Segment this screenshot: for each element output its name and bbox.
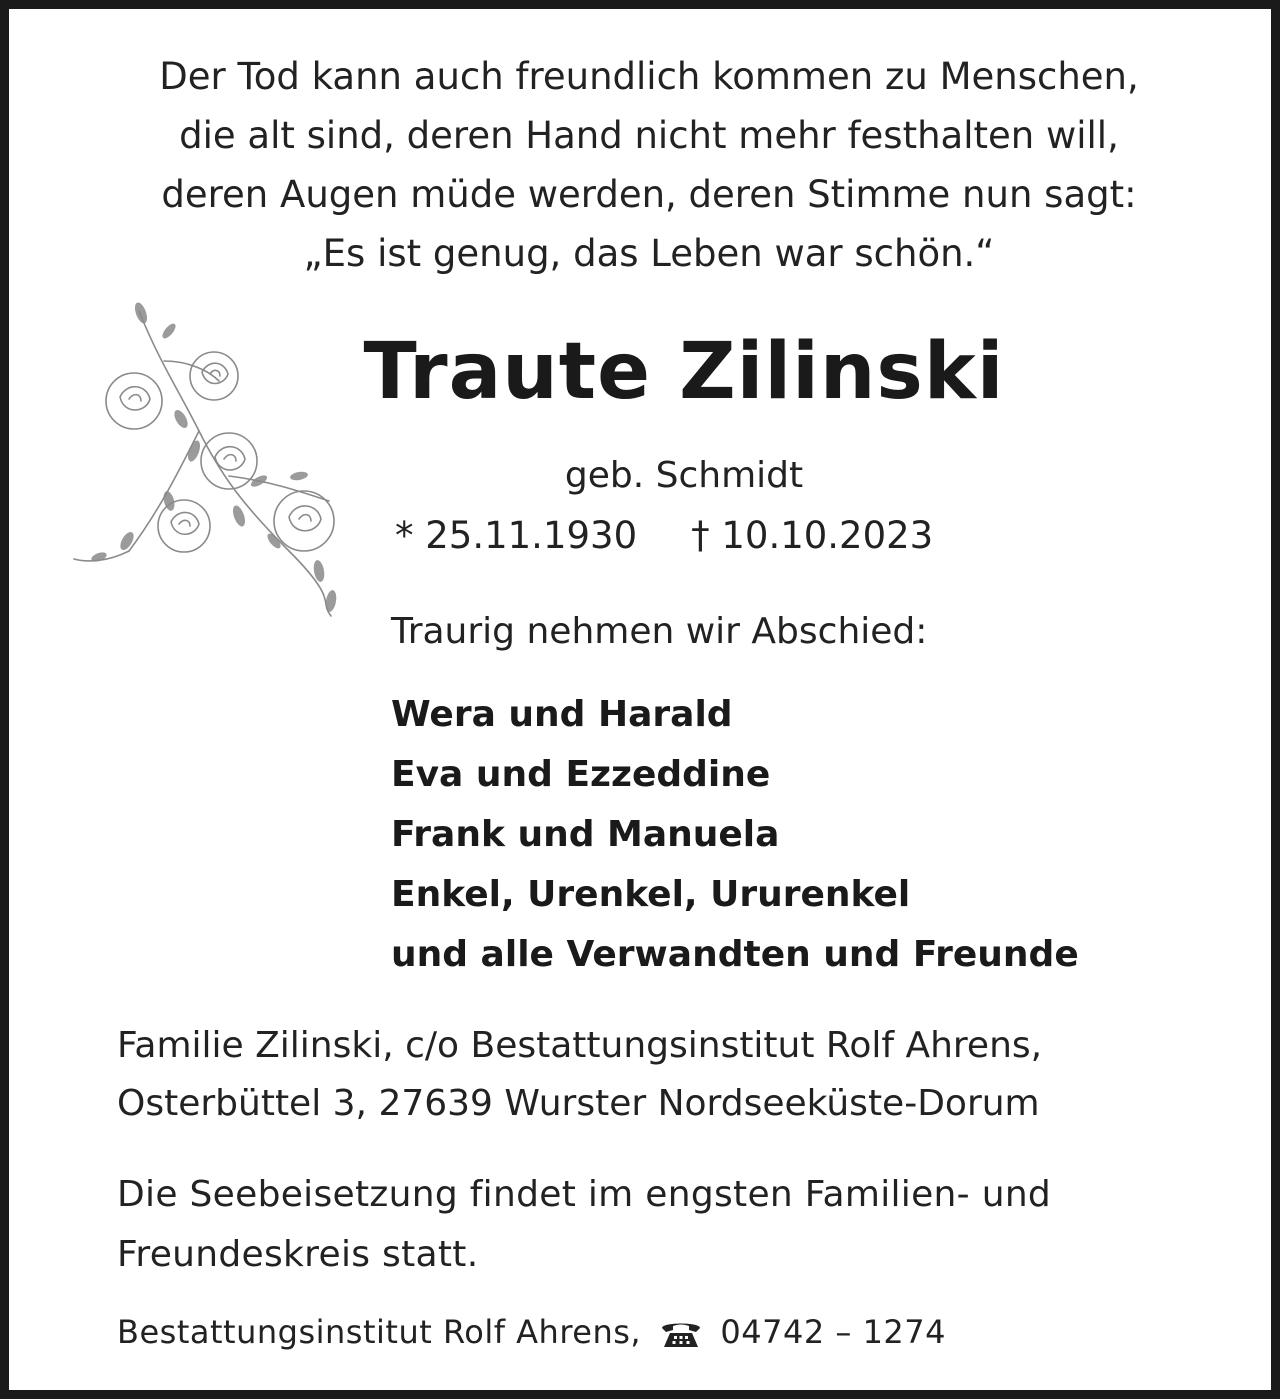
poem-line: die alt sind, deren Hand nicht mehr festhalten will, xyxy=(179,114,1119,157)
mourner-line: Enkel, Urenkel, Ururenkel xyxy=(391,874,911,915)
mourner-line: und alle Verwandten und Freunde xyxy=(391,934,1079,975)
life-dates xyxy=(395,514,933,557)
rose xyxy=(106,373,162,429)
rose xyxy=(274,491,334,551)
notice-line: Die Seebeisetzung findet im engsten Familien- und xyxy=(117,1174,1052,1215)
telephone-icon xyxy=(658,1319,704,1349)
rose-branch-icon xyxy=(69,301,359,621)
farewell-text: Traurig nehmen wir Abschied: xyxy=(391,611,928,652)
deceased-name: Traute Zilinski xyxy=(363,327,1005,417)
birth-date: * 25.11.1930 xyxy=(395,514,638,557)
mourner-line: Eva und Ezzeddine xyxy=(391,754,771,795)
poem-line: „Es ist genug, das Leben war schön.“ xyxy=(303,232,995,275)
address-line: Familie Zilinski, c/o Bestattungsinstitut Rolf Ahrens, xyxy=(117,1025,1043,1066)
death-date: † 10.10.2023 xyxy=(691,514,934,557)
funeral-home-footer xyxy=(117,1313,946,1351)
burial-notice xyxy=(117,1165,1051,1285)
funeral-home-name: Bestattungsinstitut Rolf Ahrens, xyxy=(117,1313,642,1351)
mourners-list xyxy=(391,685,1079,985)
phone-number: 04742 – 1274 xyxy=(720,1313,946,1351)
rose xyxy=(201,433,257,489)
poem-line: deren Augen müde werden, deren Stimme nun sagt: xyxy=(161,173,1137,216)
poem xyxy=(49,47,1249,283)
mourner-line: Wera und Harald xyxy=(391,694,733,735)
mourner-line: Frank und Manuela xyxy=(391,814,780,855)
contact-address xyxy=(117,1017,1042,1133)
notice-line: Freundeskreis statt. xyxy=(117,1234,479,1275)
birth-name: geb. Schmidt xyxy=(564,455,804,496)
address-line: Osterbüttel 3, 27639 Wurster Nordseeküste-Dorum xyxy=(117,1083,1040,1124)
rose xyxy=(158,500,210,552)
poem-line: Der Tod kann auch freundlich kommen zu Menschen, xyxy=(159,55,1139,98)
